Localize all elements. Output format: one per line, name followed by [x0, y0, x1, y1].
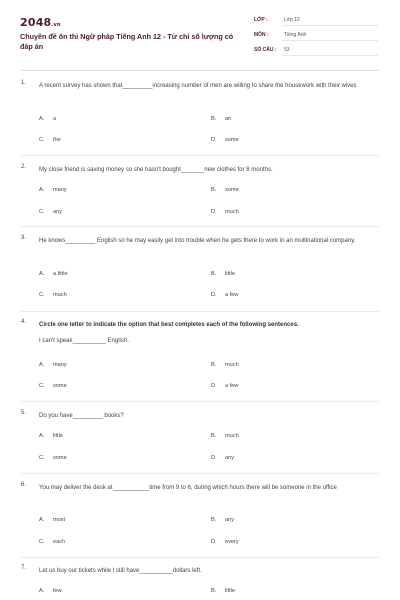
option-text: little [225, 271, 235, 277]
question-text: You may deliver the desk at___________time from 9 to 6, during which hours there will be someone in the office [39, 485, 337, 491]
question-divider [20, 473, 380, 474]
option-text: a few [225, 292, 239, 298]
option-letter: A. [39, 271, 45, 277]
option-letter: C. [39, 539, 45, 545]
option-letter: C. [39, 209, 45, 215]
option-letter: D. [211, 455, 217, 461]
option-letter: B. [211, 433, 217, 439]
option-letter: B. [211, 588, 217, 594]
option-text: any [53, 209, 63, 215]
option-text: most [53, 517, 66, 523]
option-letter: A. [39, 517, 45, 523]
option-letter: B. [211, 187, 217, 193]
question-number: 7. [21, 565, 27, 571]
option-letter: D. [211, 209, 217, 215]
option-text: a [53, 116, 57, 122]
meta-subject-label: MÔN : [254, 32, 269, 38]
option-text: any [225, 455, 235, 461]
option-letter: D. [211, 137, 217, 143]
question-text: A recent survey has shown that_________increasing number of men are willing to share the housework with their wives [39, 83, 357, 89]
option-letter: A. [39, 433, 45, 439]
meta-underline [282, 25, 378, 26]
option-letter: A. [39, 588, 45, 594]
meta-subject-value: Tiếng Anh [284, 32, 307, 38]
meta-class-value: Lớp 12 [284, 17, 300, 23]
question-divider [20, 226, 380, 227]
question-number: 4. [21, 319, 27, 325]
option-letter: C. [39, 292, 45, 298]
option-text: any [225, 517, 235, 523]
option-text: every [225, 539, 239, 545]
question-divider [20, 401, 380, 402]
meta-class [254, 14, 378, 26]
option-letter: B. [211, 116, 217, 122]
option-letter: D. [211, 539, 217, 545]
option-text: some [225, 187, 239, 193]
logo-main: 2048 [20, 16, 52, 29]
option-text: some [225, 137, 239, 143]
meta-underline [282, 40, 378, 41]
option-letter: B. [211, 517, 217, 523]
option-text: each [53, 539, 66, 545]
option-letter: B. [211, 362, 217, 368]
question-number: 2. [21, 164, 27, 170]
option-text: some [53, 455, 67, 461]
question-divider [20, 155, 380, 156]
meta-count-value: 53 [284, 47, 290, 53]
option-text: many [53, 362, 67, 368]
option-letter: A. [39, 187, 45, 193]
logo-suffix: .vn [51, 22, 61, 28]
meta-class-label: LỚP : [254, 17, 268, 23]
question-divider [20, 557, 380, 558]
document-title: Chuyên đề ôn thi Ngữ pháp Tiếng Anh 12 - Từ chỉ số lượng có đáp án [20, 32, 234, 51]
option-letter: A. [39, 116, 45, 122]
option-letter: C. [39, 137, 45, 143]
option-text: some [53, 383, 67, 389]
question-number: 3. [21, 235, 27, 241]
option-text: a little [53, 271, 68, 277]
question-text: Circle one letter to indicate the option that best completes each of the following sentences. [39, 322, 299, 328]
meta-subject [254, 29, 378, 41]
option-text: much [225, 433, 239, 439]
option-text: a few [225, 383, 239, 389]
option-letter: A. [39, 362, 45, 368]
option-letter: C. [39, 383, 45, 389]
site-logo[interactable] [20, 16, 61, 29]
question-sentence: I can't speak__________ English. [39, 338, 129, 344]
option-letter: D. [211, 383, 217, 389]
option-letter: C. [39, 455, 45, 461]
question-number: 5. [21, 410, 27, 416]
meta-underline [282, 55, 378, 56]
option-letter: D. [211, 292, 217, 298]
option-text: few [53, 588, 62, 594]
question-text: Let us buy our tickets while I still have__________dollars left. [39, 568, 202, 574]
question-divider [20, 311, 380, 312]
question-number: 1. [21, 80, 27, 86]
meta-count-label: SỐ CÂU : [254, 47, 277, 53]
option-letter: B. [211, 271, 217, 277]
question-text: Do you have_________ books? [39, 413, 124, 419]
option-text: many [53, 187, 67, 193]
option-text: much [225, 362, 239, 368]
header-divider [20, 70, 380, 71]
question-text: He knows_________ English so he may easily get into trouble when he gets there to work in an multinational company. [39, 238, 356, 244]
meta-count [254, 44, 378, 56]
question-text: My close friend is saving money so she hasn't bought_______new clothes for 8 months. [39, 167, 273, 173]
option-text: little [225, 588, 235, 594]
option-text: the [53, 137, 61, 143]
option-text: an [225, 116, 232, 122]
option-text: little [53, 433, 63, 439]
question-number: 6. [21, 482, 27, 488]
option-text: much [225, 209, 239, 215]
option-text: much [53, 292, 67, 298]
